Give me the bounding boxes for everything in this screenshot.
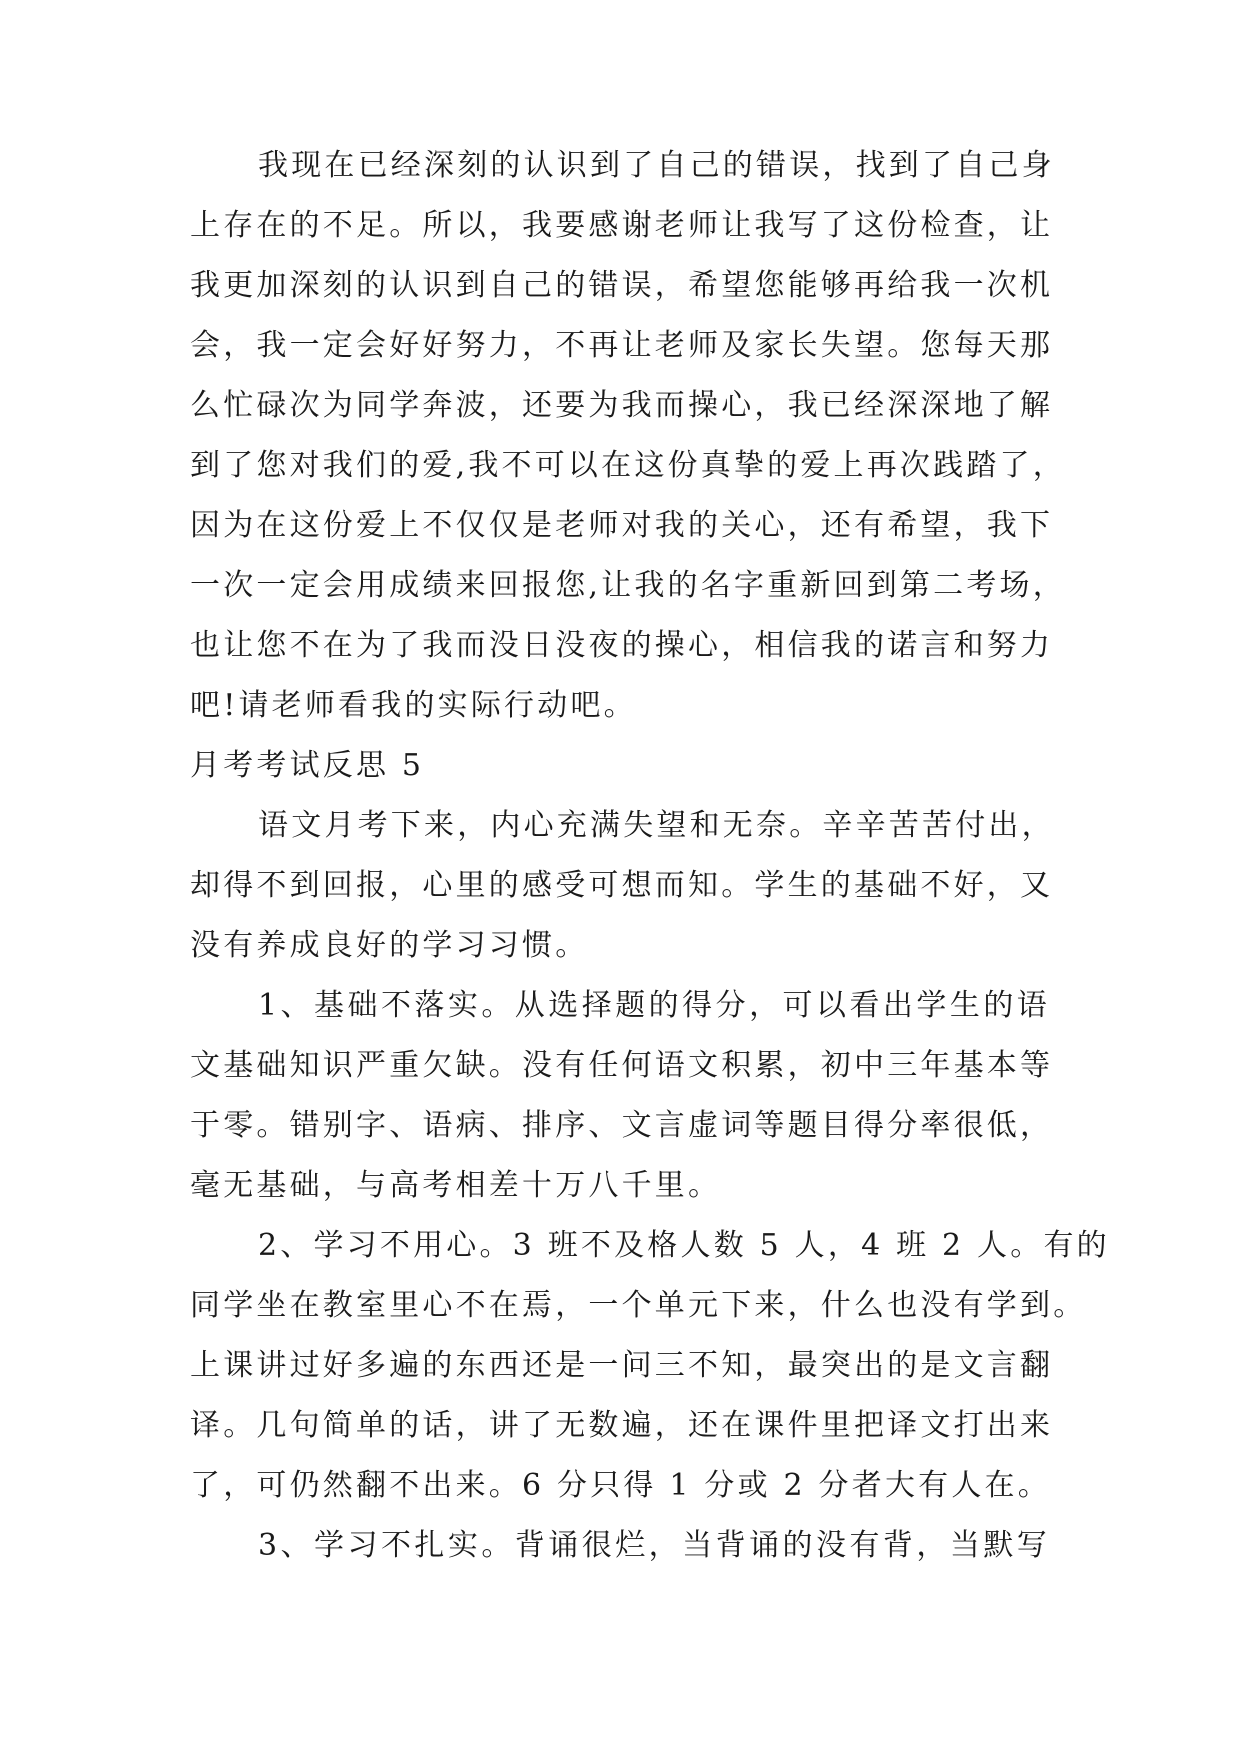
section-title: 月考考试反思 5	[190, 748, 425, 783]
paragraph-4-line-2: 同学坐在教室里心不在焉，一个单元下来，什么也没有学到。	[190, 1288, 1087, 1323]
paragraph-1-line-9: 也让您不在为了我而没日没夜的操心，相信我的诺言和努力	[190, 628, 1054, 663]
paragraph-5-line-1: 3、学习不扎实。背诵很烂，当背诵的没有背，当默写	[258, 1528, 1050, 1563]
paragraph-3-line-3: 于零。错别字、语病、排序、文言虚词等题目得分率很低，	[190, 1108, 1054, 1143]
paragraph-2-line-2: 却得不到回报，心里的感受可想而知。学生的基础不好，又	[190, 868, 1054, 903]
paragraph-4-line-1: 2、学习不用心。3 班不及格人数 5 人，4 班 2 人。有的	[258, 1228, 1110, 1263]
paragraph-1-line-10: 吧!请老师看我的实际行动吧。	[190, 688, 637, 723]
paragraph-3-line-2: 文基础知识严重欠缺。没有任何语文积累，初中三年基本等	[190, 1048, 1054, 1083]
paragraph-1-line-7: 因为在这份爱上不仅仅是老师对我的关心，还有希望，我下	[190, 508, 1054, 543]
paragraph-1-line-5: 么忙碌次为同学奔波，还要为我而操心，我已经深深地了解	[190, 388, 1054, 423]
paragraph-4-line-3: 上课讲过好多遍的东西还是一问三不知，最突出的是文言翻	[190, 1348, 1054, 1383]
paragraph-4-line-4: 译。几句简单的话，讲了无数遍，还在课件里把译文打出来	[190, 1408, 1054, 1443]
paragraph-2-line-1: 语文月考下来，内心充满失望和无奈。辛辛苦苦付出，	[258, 808, 1055, 843]
paragraph-2-line-3: 没有养成良好的学习习惯。	[190, 928, 589, 963]
paragraph-1-line-8: 一次一定会用成绩来回报您,让我的名字重新回到第二考场，	[190, 568, 1066, 603]
paragraph-4-line-5: 了，可仍然翻不出来。6 分只得 1 分或 2 分者大有人在。	[190, 1468, 1051, 1503]
paragraph-3-line-1: 1、基础不落实。从选择题的得分，可以看出学生的语	[258, 988, 1050, 1023]
paragraph-1-line-2: 上存在的不足。所以，我要感谢老师让我写了这份检查，让	[190, 208, 1054, 243]
paragraph-3-line-4: 毫无基础，与高考相差十万八千里。	[190, 1168, 722, 1203]
paragraph-1-line-6: 到了您对我们的爱,我不可以在这份真挚的爱上再次践踏了，	[190, 448, 1066, 483]
paragraph-1-line-1: 我现在已经深刻的认识到了自己的错误，找到了自己身	[258, 148, 1055, 183]
paragraph-1-line-3: 我更加深刻的认识到自己的错误，希望您能够再给我一次机	[190, 268, 1054, 303]
paragraph-1-line-4: 会，我一定会好好努力，不再让老师及家长失望。您每天那	[190, 328, 1054, 363]
